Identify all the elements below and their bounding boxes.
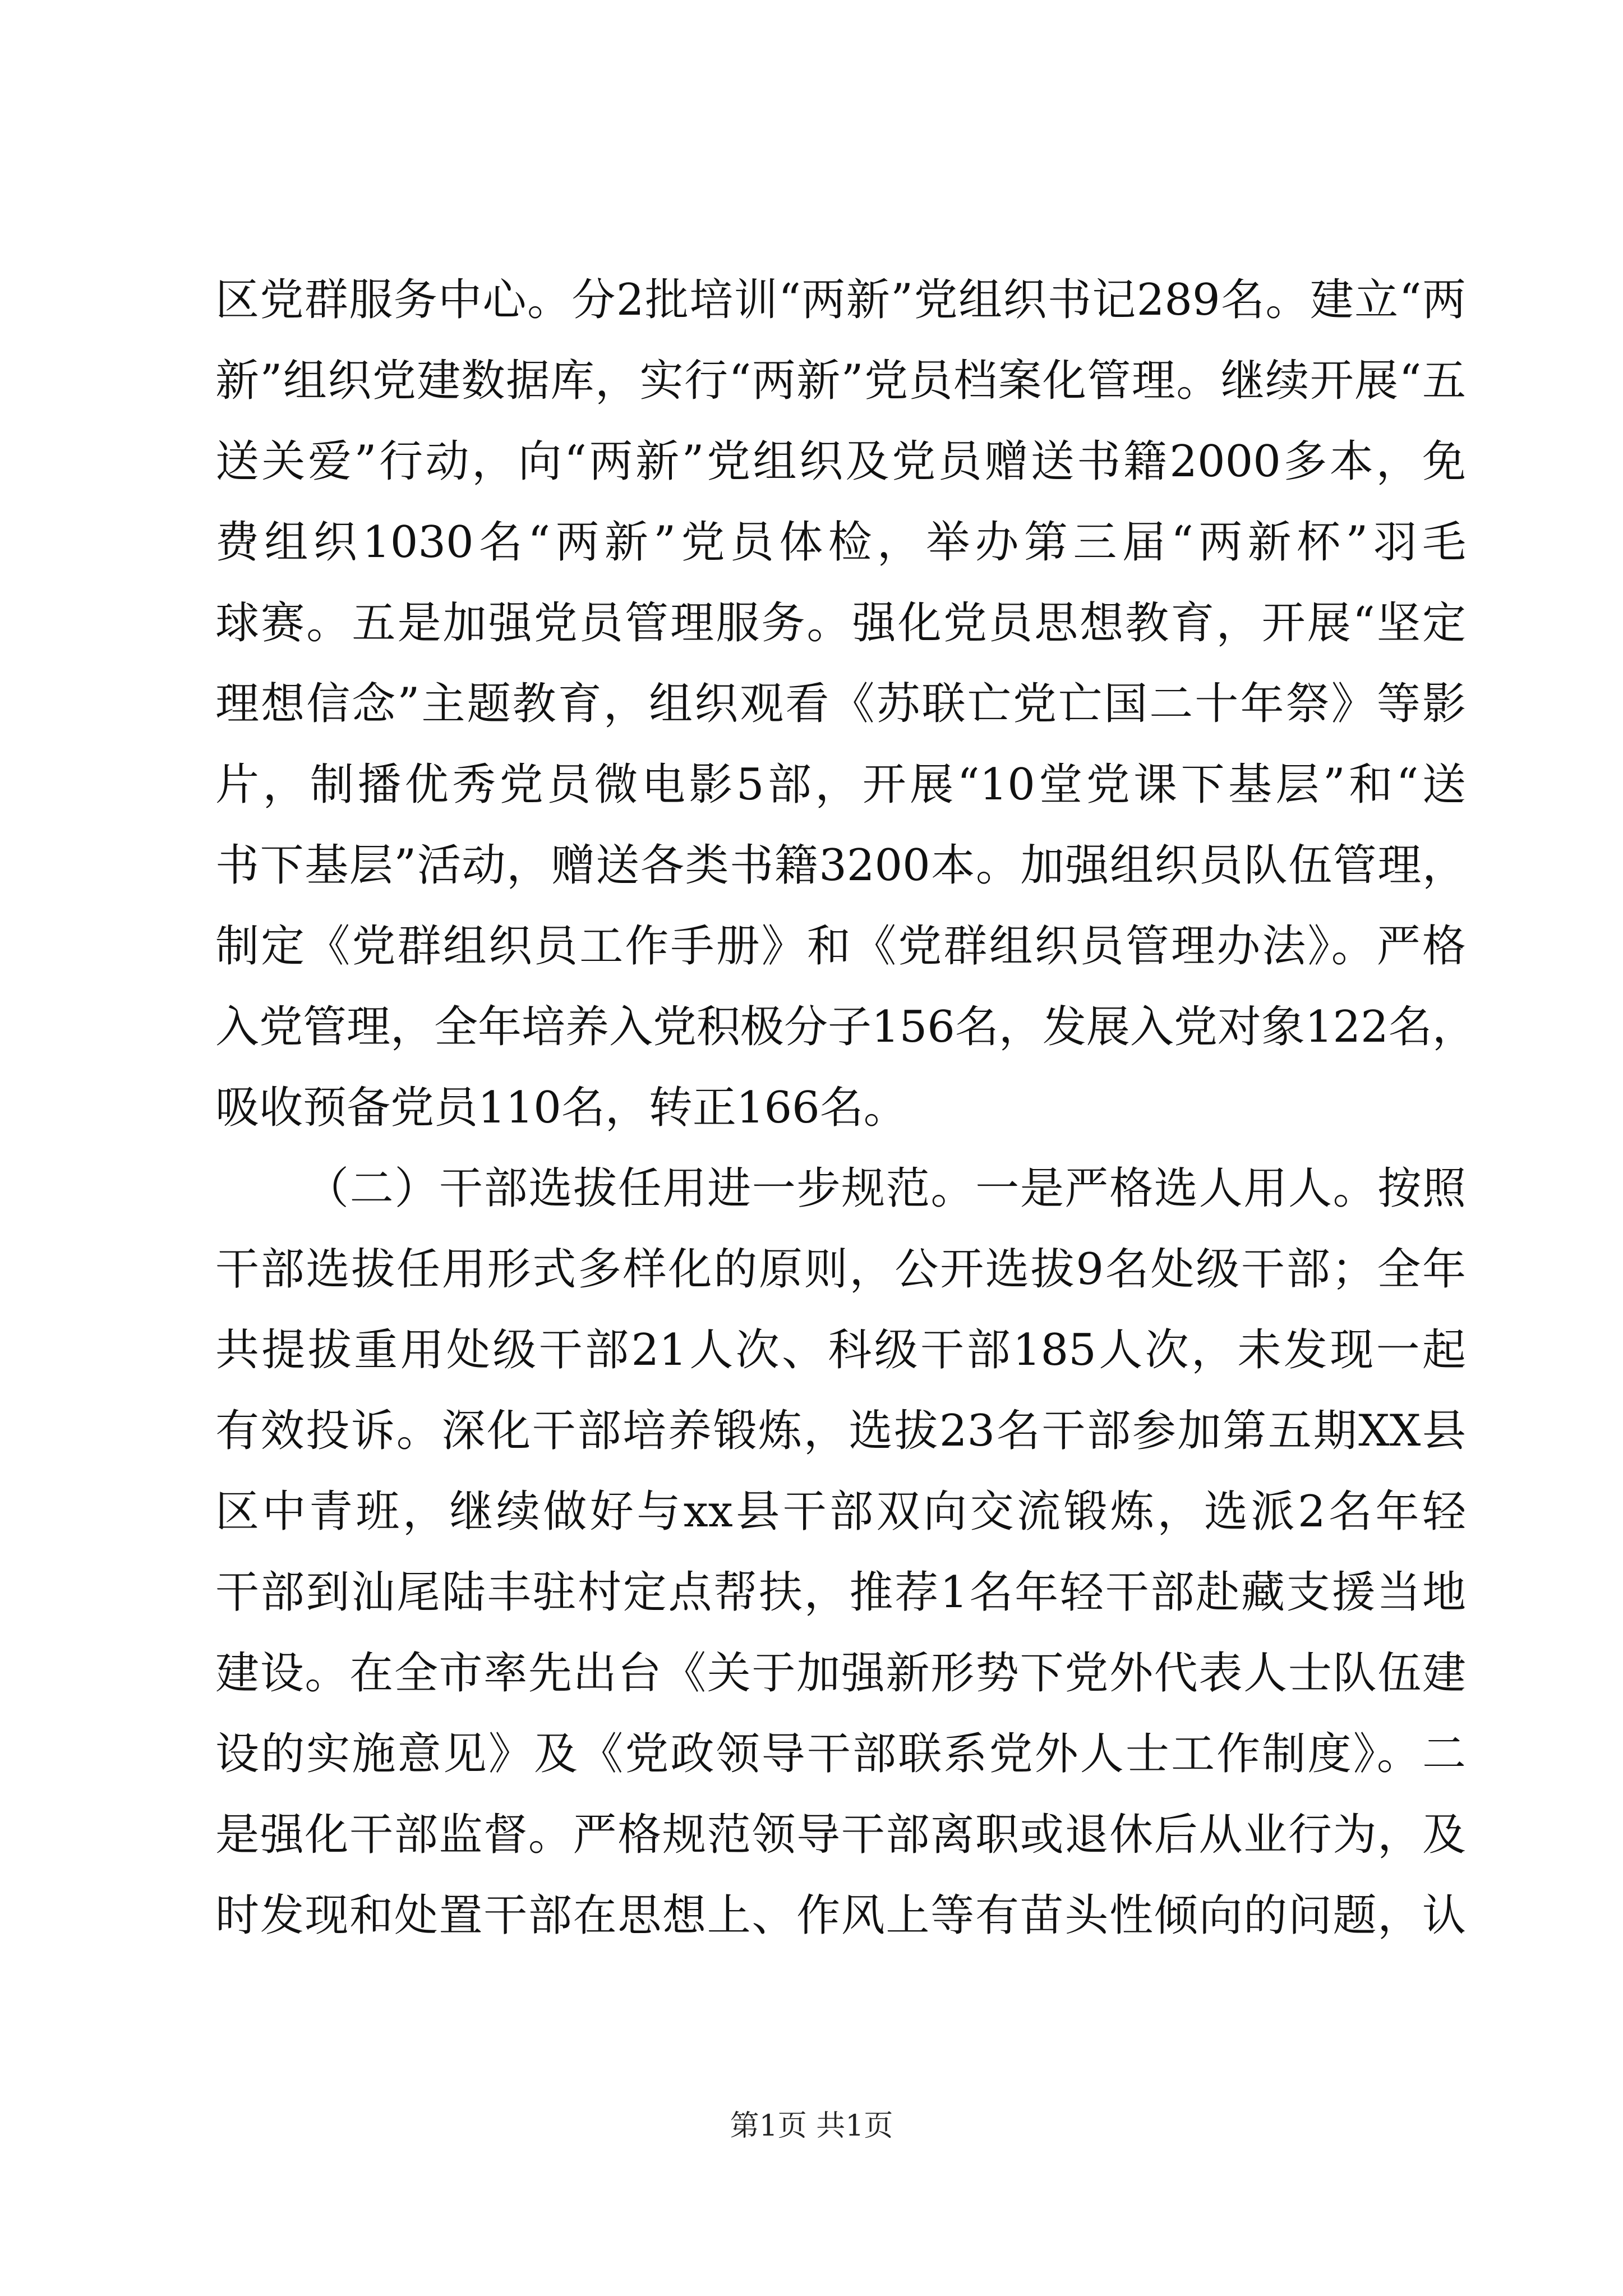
text-line: 区中青班，继续做好与xx县干部双向交流锻炼，选派2名年轻 (215, 1487, 1466, 1537)
text-line: 是强化干部监督。严格规范领导干部离职或退休后从业行为，及 (215, 1810, 1466, 1860)
text-line: 有效投诉。深化干部培养锻炼，选拔23名干部参加第五期XX县 (215, 1406, 1466, 1456)
text-line: 球赛。五是加强党员管理服务。强化党员思想教育，开展“坚定 (215, 598, 1466, 648)
text-line: 干部选拔任用形式多样化的原则，公开选拔9名处级干部；全年 (215, 1244, 1466, 1295)
text-line: 入党管理，全年培养入党积极分子156名，发展入党对象122名， (215, 1002, 1476, 1052)
text-line: 新”组织党建数据库，实行“两新”党员档案化管理。继续开展“五 (215, 356, 1466, 406)
text-line: 书下基层”活动，赠送各类书籍3200本。加强组织员队伍管理， (215, 840, 1466, 891)
text-line: 送关爱”行动，向“两新”党组织及党员赠送书籍2000多本，免 (215, 436, 1466, 487)
text-line: 共提拔重用处级干部21人次、科级干部185人次，未发现一起 (215, 1325, 1466, 1375)
page-number-footer: 第1页 共1页 (730, 2109, 893, 2143)
text-line: 设的实施意见》及《党政领导干部联系党外人士工作制度》。二 (215, 1729, 1466, 1779)
text-line: 费组织1030名“两新”党员体检，举办第三届“两新杯”羽毛 (215, 517, 1466, 568)
text-line: 建设。在全市率先出台《关于加强新形势下党外代表人士队伍建 (215, 1648, 1466, 1699)
text-line: 片，制播优秀党员微电影5部，开展“10堂党课下基层”和“送 (215, 760, 1466, 810)
text-line: 吸收预备党员110名，转正166名。 (215, 1083, 907, 1133)
text-line: 干部到汕尾陆丰驻村定点帮扶，推荐1名年轻干部赴藏支援当地 (215, 1567, 1466, 1618)
text-line: 制定《党群组织员工作手册》和《党群组织员管理办法》。严格 (215, 921, 1466, 972)
text-line: 区党群服务中心。分2批培训“两新”党组织书记289名。建立“两 (215, 275, 1466, 325)
section-heading-line: （二）干部选拔任用进一步规范。一是严格选人用人。按照 (305, 1163, 1466, 1214)
text-line: 理想信念”主题教育，组织观看《苏联亡党亡国二十年祭》等影 (215, 679, 1466, 729)
text-line: 时发现和处置干部在思想上、作风上等有苗头性倾向的问题，认 (215, 1890, 1466, 1941)
